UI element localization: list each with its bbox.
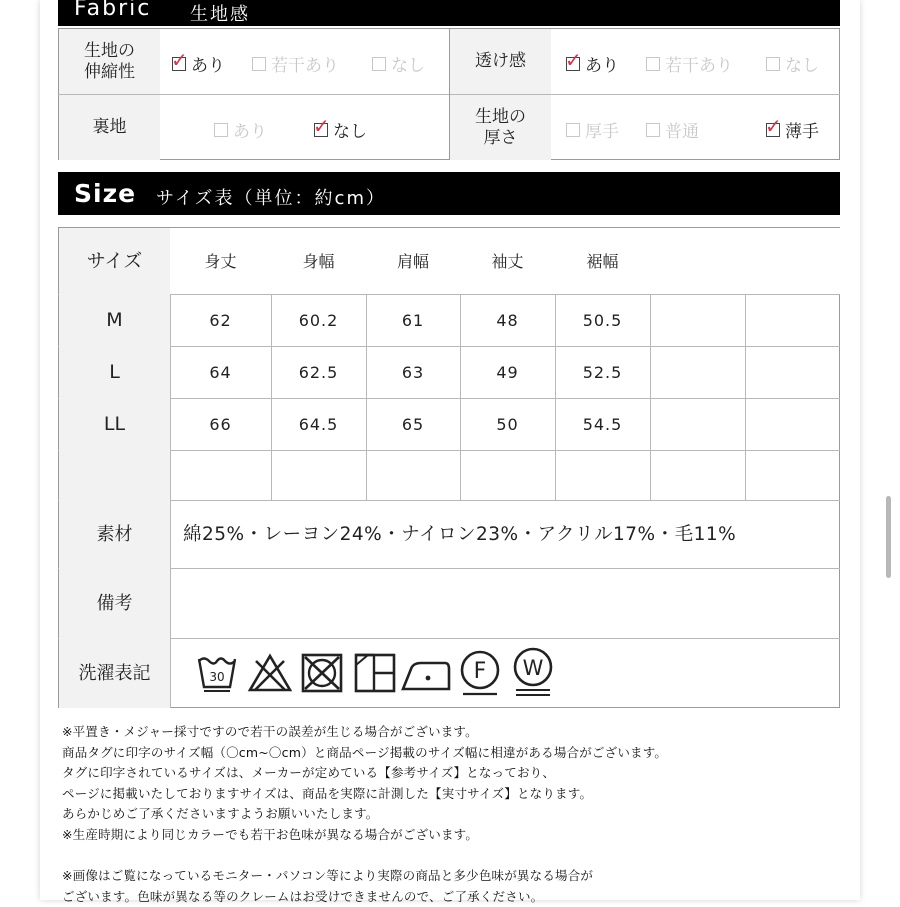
checkmark-icon: ✓ — [765, 113, 782, 138]
size-column-header: 袖丈 — [460, 228, 555, 294]
size-column-header — [650, 228, 745, 294]
no-tumble-dry-icon — [299, 651, 345, 695]
size-row-name: L — [59, 346, 170, 398]
size-column-header: 身幅 — [271, 228, 366, 294]
wash-30-icon — [196, 651, 238, 693]
size-column-header: 裾幅 — [555, 228, 650, 294]
line-dry-shade-icon — [352, 651, 398, 695]
fabric-header-bar — [58, 0, 840, 26]
fabric-option — [252, 51, 339, 76]
wet-clean-w-icon — [510, 646, 556, 698]
fabric-option-label: あり — [585, 56, 619, 76]
note-line — [62, 846, 667, 867]
size-value-cell: 52.5 — [582, 362, 623, 382]
remarks-label: 備考 — [59, 568, 170, 638]
checkbox-empty-icon — [646, 57, 660, 71]
size-value-cell: 64 — [209, 362, 232, 382]
fabric-title-en: Fabric — [74, 0, 152, 21]
checkmark-icon: ✓ — [565, 47, 582, 72]
fabric-title-jp: 生地感 — [190, 4, 250, 25]
note-line: ※生産時期により同じカラーでも若干お色味が異なる場合がございます。 — [62, 826, 479, 842]
fabric-option-label: なし — [391, 56, 425, 76]
scrollbar-thumb[interactable] — [886, 496, 891, 578]
fabric-option — [765, 113, 819, 142]
note-line: タグに印字されているサイズは、メーカーが定めている【参考サイズ】となっており、 — [62, 765, 556, 781]
size-value-cell: 65 — [401, 414, 425, 434]
size-row-name — [59, 450, 170, 500]
fabric-option — [565, 47, 619, 76]
size-value-cell — [271, 450, 366, 500]
size-value-cell — [460, 450, 555, 500]
fabric-attribute-label: 裏地 — [59, 95, 160, 160]
size-value-cell: 61 — [401, 310, 425, 330]
material-label: 素材 — [59, 500, 170, 568]
fabric-option-label: 普通 — [665, 122, 699, 142]
dry-clean-f-icon — [457, 649, 503, 697]
size-value-cell — [650, 450, 745, 500]
size-value-cell: 60.2 — [298, 310, 339, 330]
size-title-en: Size — [74, 179, 137, 208]
note-line: ページに掲載いたしておりますサイズは、商品を実際に計測した【実寸サイズ】となります。 — [62, 785, 593, 801]
checkbox-checked-icon — [171, 47, 188, 72]
no-bleach-icon — [247, 652, 293, 694]
note-line: ※平置き・メジャー採寸ですので若干の誤差が生じる場合がございます。 — [62, 724, 478, 739]
fabric-option — [214, 117, 267, 142]
checkbox-empty-icon — [646, 123, 660, 137]
checkbox-empty-icon — [566, 123, 580, 137]
iron-low-icon — [401, 657, 457, 693]
material-value: 綿25%・レーヨン24%・ナイロン23%・アクリル17%・毛11% — [183, 523, 737, 545]
dry-clean-letter: F — [473, 659, 487, 684]
wash-temp-label: 30 — [209, 670, 225, 684]
fabric-attribute-label: 透け感 — [450, 29, 551, 94]
wet-clean-letter: W — [522, 656, 544, 680]
size-row-name: LL — [59, 398, 170, 450]
size-value-cell: 66 — [209, 414, 232, 434]
fabric-option-label: 若干あり — [665, 56, 733, 76]
note-line: ございます。色味が異なる等のクレームはお受けできませんので、ご了承ください。 — [62, 888, 544, 904]
size-value-cell — [745, 346, 840, 398]
checkbox-checked-icon — [765, 113, 782, 138]
size-column-header: 身丈 — [170, 228, 271, 294]
size-title-jp: サイズ表（単位：約cm） — [156, 188, 386, 209]
note-line: あらかじめご了承くださいますようお願いいたします。 — [62, 806, 379, 822]
size-value-cell: 54.5 — [582, 414, 623, 434]
fabric-option — [646, 117, 699, 142]
size-value-cell — [745, 398, 840, 450]
fabric-option-label: なし — [785, 56, 819, 76]
fabric-option — [766, 51, 819, 76]
size-header-label: サイズ — [59, 228, 170, 294]
size-value-cell — [745, 450, 840, 500]
size-value-cell: 50.5 — [582, 310, 623, 330]
checkmark-icon: ✓ — [313, 113, 330, 138]
checkbox-checked-icon — [313, 113, 330, 138]
checkbox-checked-icon — [565, 47, 582, 72]
size-grid-row-line — [58, 638, 840, 639]
size-value-cell — [650, 294, 745, 346]
notes-block — [62, 722, 667, 907]
size-value-cell: 48 — [496, 310, 519, 330]
checkbox-empty-icon — [372, 57, 386, 71]
fabric-option — [566, 117, 619, 142]
size-header-bar — [58, 172, 840, 215]
fabric-option — [171, 47, 225, 76]
fabric-option-label: あり — [233, 122, 267, 142]
size-value-cell — [650, 398, 745, 450]
checkbox-empty-icon — [214, 123, 228, 137]
fabric-option-label: 若干あり — [271, 56, 339, 76]
note-line: ※画像はご覧になっているモニター・パソコン等により実際の商品と多少色味が異なる場合が — [62, 868, 594, 884]
size-column-header — [745, 228, 840, 294]
fabric-option — [372, 51, 425, 76]
size-value-cell: 62 — [209, 310, 232, 330]
size-column-header: 肩幅 — [366, 228, 460, 294]
checkbox-empty-icon — [766, 57, 780, 71]
size-value-cell: 64.5 — [298, 414, 339, 434]
fabric-attribute-label: 生地の 厚さ — [450, 95, 551, 160]
size-value-cell: 62.5 — [298, 362, 339, 382]
size-value-cell — [745, 294, 840, 346]
note-line: 商品タグに印字のサイズ幅（〇cm~〇cm）と商品ページ掲載のサイズ幅に相違がある場合がございます。 — [62, 744, 668, 760]
remarks-value — [171, 568, 839, 638]
size-value-cell: 63 — [401, 362, 425, 382]
size-row-name: M — [59, 294, 170, 346]
size-value-cell: 49 — [496, 362, 519, 382]
size-value-cell — [555, 450, 650, 500]
size-value-cell — [650, 346, 745, 398]
fabric-option — [313, 113, 367, 142]
size-value-cell — [366, 450, 460, 500]
care-label: 洗濯表記 — [59, 638, 170, 708]
checkmark-icon: ✓ — [171, 47, 188, 72]
fabric-option-label: 薄手 — [785, 122, 819, 142]
fabric-option — [646, 51, 733, 76]
fabric-option-label: 厚手 — [585, 122, 619, 142]
size-value-cell — [170, 450, 271, 500]
fabric-attribute-label: 生地の 伸縮性 — [59, 29, 160, 94]
fabric-option-label: あり — [191, 56, 225, 76]
fabric-option-label: なし — [333, 122, 367, 142]
checkbox-empty-icon — [252, 57, 266, 71]
size-value-cell: 50 — [496, 414, 519, 434]
